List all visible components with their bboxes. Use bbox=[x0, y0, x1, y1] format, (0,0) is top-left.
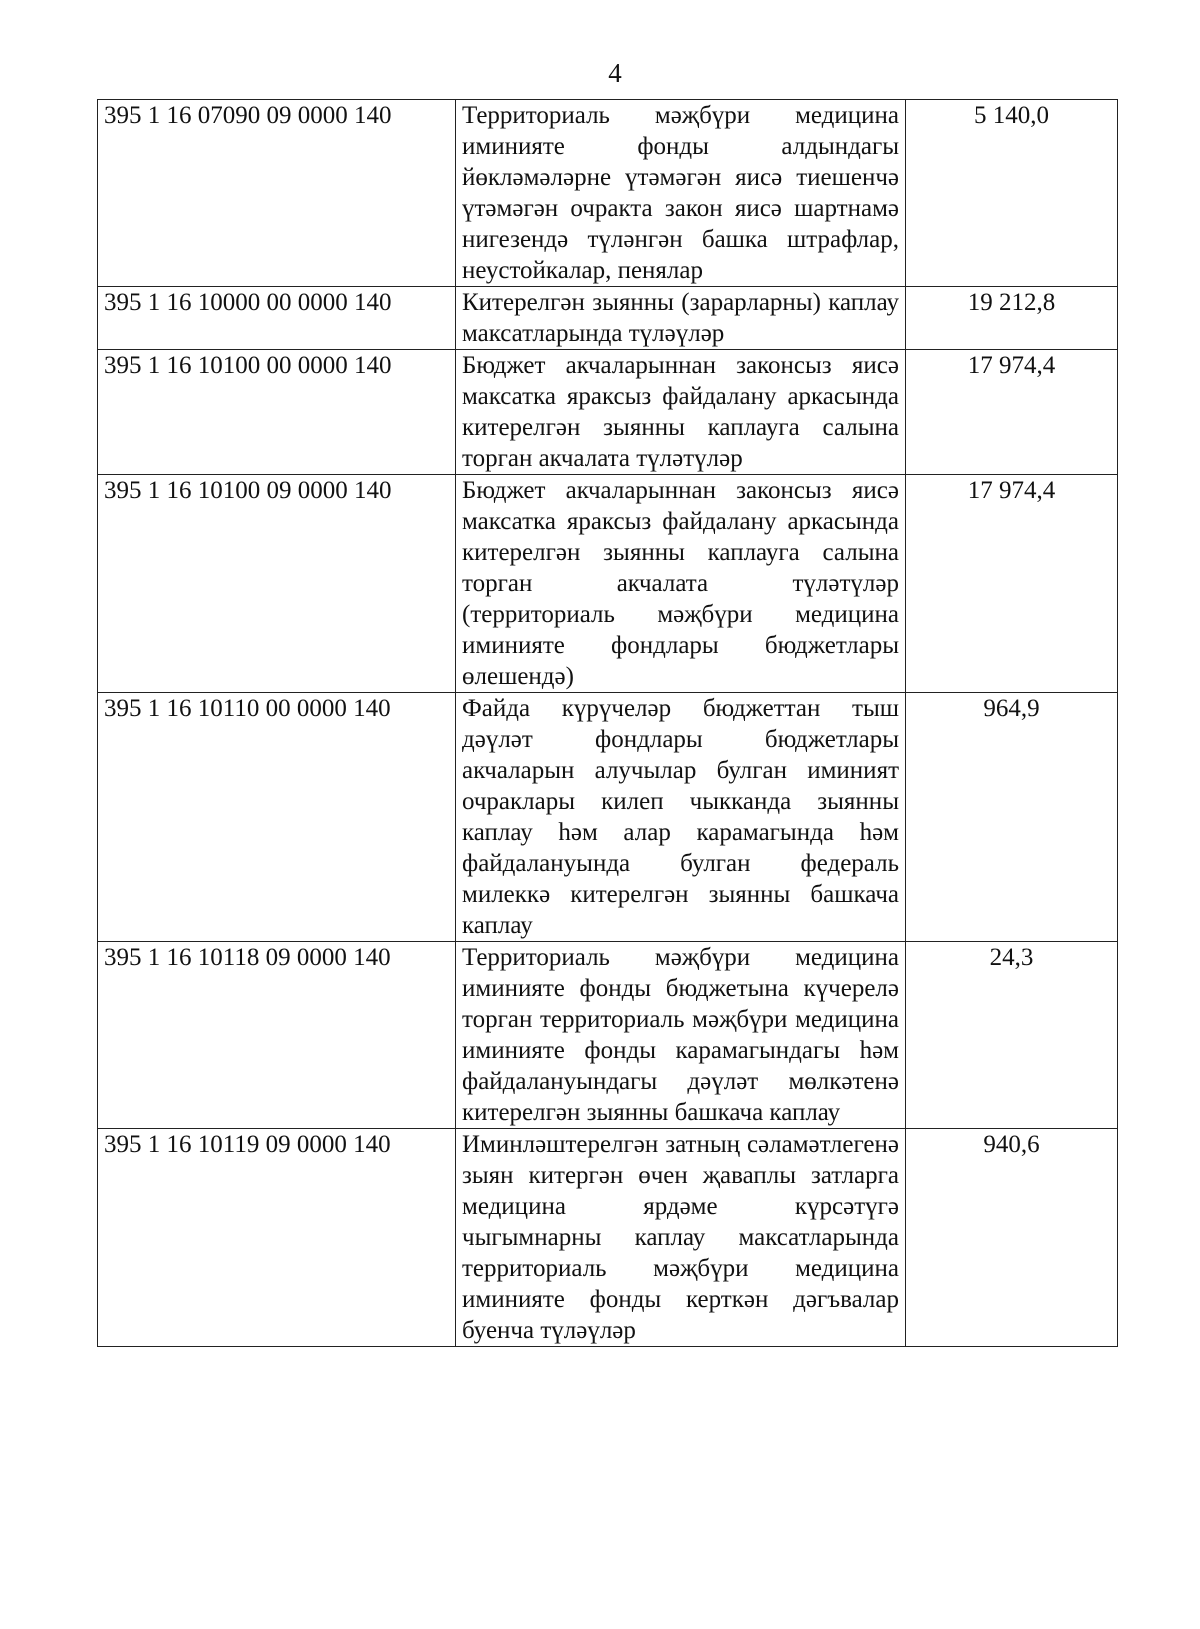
amount: 17 974,4 bbox=[906, 350, 1118, 475]
page-number: 4 bbox=[608, 58, 622, 88]
income-description: Территориаль мәҗбүри медицина иминияте фонды алдындагы йөкләмәләрне үтәмәгән яисә тиешенчә үтәмәгән очракта закон яисә шартнамә нигезендә түләнгән башка штрафлар, неустойкалар, пенялар bbox=[456, 100, 906, 287]
table-row bbox=[98, 1129, 1118, 1347]
amount: 940,6 bbox=[906, 1129, 1118, 1347]
budget-code: 395 1 16 10119 09 0000 140 bbox=[98, 1129, 456, 1347]
income-description: Иминләштерелгән затның сәламәтлегенә зыян китергән өчен җаваплы затларга медицина ярдәме күрсәтүгә чыгымнарны каплау максатларында территориаль мәҗбүри медицина иминияте фонды керткән дәгъвалар буенча түләүләр bbox=[456, 1129, 906, 1347]
table-row bbox=[98, 693, 1118, 942]
income-description: Территориаль мәҗбүри медицина иминияте фонды бюджетына күчерелә торган территориаль мәҗбүри медицина иминияте фонды карамагындагы һәм файдалануындагы дәүләт мөлкәтенә китерелгән зыянны башкача каплау bbox=[456, 942, 906, 1129]
table-row bbox=[98, 350, 1118, 475]
table-row bbox=[98, 475, 1118, 693]
table-row bbox=[98, 100, 1118, 287]
budget-code: 395 1 16 10110 00 0000 140 bbox=[98, 693, 456, 942]
income-description: Бюджет акчаларыннан законсыз яисә максатка яраксыз файдалану аркасында китерелгән зыянны каплауга салына торган акчалата түләтүләр (территориаль мәҗбүри медицина иминияте фондлары бюджетлары өлешендә) bbox=[456, 475, 906, 693]
table-row bbox=[98, 287, 1118, 350]
amount: 964,9 bbox=[906, 693, 1118, 942]
budget-code-table bbox=[97, 99, 1118, 1347]
budget-code: 395 1 16 07090 09 0000 140 bbox=[98, 100, 456, 287]
amount: 19 212,8 bbox=[906, 287, 1118, 350]
amount: 24,3 bbox=[906, 942, 1118, 1129]
table-row bbox=[98, 942, 1118, 1129]
income-description: Файда күрүчеләр бюджеттан тыш дәүләт фондлары бюджетлары акчаларын алучылар булган иминият очраклары килеп чыкканда зыянны каплау һәм алар карамагында һәм файдалануында булган федераль милеккә китерелгән зыянны башкача каплау bbox=[456, 693, 906, 942]
budget-code: 395 1 16 10118 09 0000 140 bbox=[98, 942, 456, 1129]
income-description: Бюджет акчаларыннан законсыз яисә максатка яраксыз файдалану аркасында китерелгән зыянны каплауга салына торган акчалата түләтүләр bbox=[456, 350, 906, 475]
amount: 17 974,4 bbox=[906, 475, 1118, 693]
budget-code: 395 1 16 10000 00 0000 140 bbox=[98, 287, 456, 350]
budget-code: 395 1 16 10100 00 0000 140 bbox=[98, 350, 456, 475]
budget-code: 395 1 16 10100 09 0000 140 bbox=[98, 475, 456, 693]
income-description: Китерелгән зыянны (зарарларны) каплау максатларында түләүләр bbox=[456, 287, 906, 350]
amount: 5 140,0 bbox=[906, 100, 1118, 287]
